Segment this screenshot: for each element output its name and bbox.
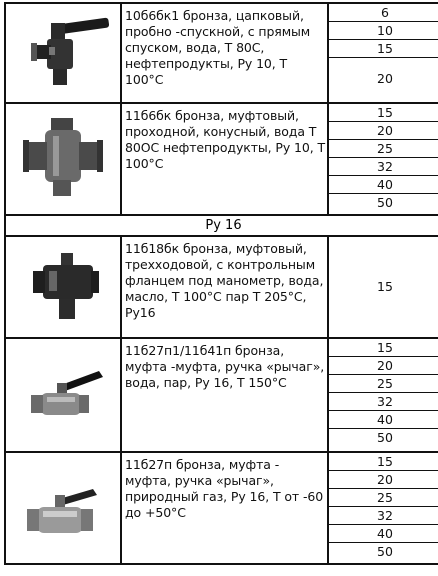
table-row	[5, 215, 438, 236]
product-description: 11б6бк бронза, муфтовый, проходной, конусный, вода Т 80ОС нефтепродукты, Ру 10, Т 100°С	[121, 103, 328, 215]
product-description: 11б27п бронза, муфта - муфта, ручка «рычаг», природный газ, Ру 16, Т от -60 до +50°С	[121, 452, 328, 564]
size-value: 15	[329, 40, 438, 58]
size-value: 20	[329, 357, 438, 375]
size-list	[328, 3, 438, 103]
table-row	[5, 338, 438, 452]
size-value: 25	[329, 140, 438, 158]
size-value: 50	[377, 195, 393, 210]
size-value: 6	[329, 4, 438, 22]
gas-ball-valve-image	[13, 463, 113, 553]
three-way-valve-image	[13, 247, 113, 327]
product-description: 10б6бк1 бронза, цапковый, пробно -спускной, с прямым спуском, вода, Т 80С, нефтепродукты, Ру 10, Т 100°С	[121, 3, 328, 103]
size-value: 50	[377, 430, 393, 445]
size-value: 32	[329, 393, 438, 411]
ball-valve-lever-image	[13, 355, 113, 435]
product-image-cell	[5, 236, 121, 338]
size-value: 32	[329, 158, 438, 176]
size-list	[328, 338, 438, 452]
table-row	[5, 236, 438, 338]
size-value: 20	[329, 471, 438, 489]
size-value: 25	[329, 375, 438, 393]
product-image-cell	[5, 452, 121, 564]
size-list	[328, 103, 438, 215]
table-row	[5, 452, 438, 564]
size-value: 20	[329, 122, 438, 140]
size-value: 15	[329, 104, 438, 122]
product-image-cell	[5, 103, 121, 215]
valve-catalog-table	[4, 2, 438, 565]
size-value: 32	[329, 507, 438, 525]
plug-valve-image	[13, 114, 113, 204]
size-list	[328, 236, 438, 338]
drain-cock-valve-image	[13, 13, 113, 93]
size-value: 20	[377, 71, 393, 86]
table-row	[5, 103, 438, 215]
product-description: 11б27п1/11б41п бронза, муфта -муфта, ручка «рычаг», вода, пар, Ру 16, Т 150°С	[121, 338, 328, 452]
size-value: 40	[329, 525, 438, 543]
size-value: 15	[377, 279, 393, 294]
size-value: 15	[329, 453, 438, 471]
section-heading: Ру 16	[5, 215, 438, 236]
size-list	[328, 452, 438, 564]
size-value: 15	[329, 339, 438, 357]
size-value: 40	[329, 411, 438, 429]
table-row	[5, 3, 438, 103]
size-value: 40	[329, 176, 438, 194]
size-value: 25	[329, 489, 438, 507]
product-description: 11б18бк бронза, муфтовый, трехходовой, с контрольным фланцем под манометр, вода, масло, Т 100°С пар Т 205°С, Ру16	[121, 236, 328, 338]
product-image-cell	[5, 338, 121, 452]
product-image-cell	[5, 3, 121, 103]
size-value: 50	[377, 544, 393, 559]
size-value: 10	[329, 22, 438, 40]
